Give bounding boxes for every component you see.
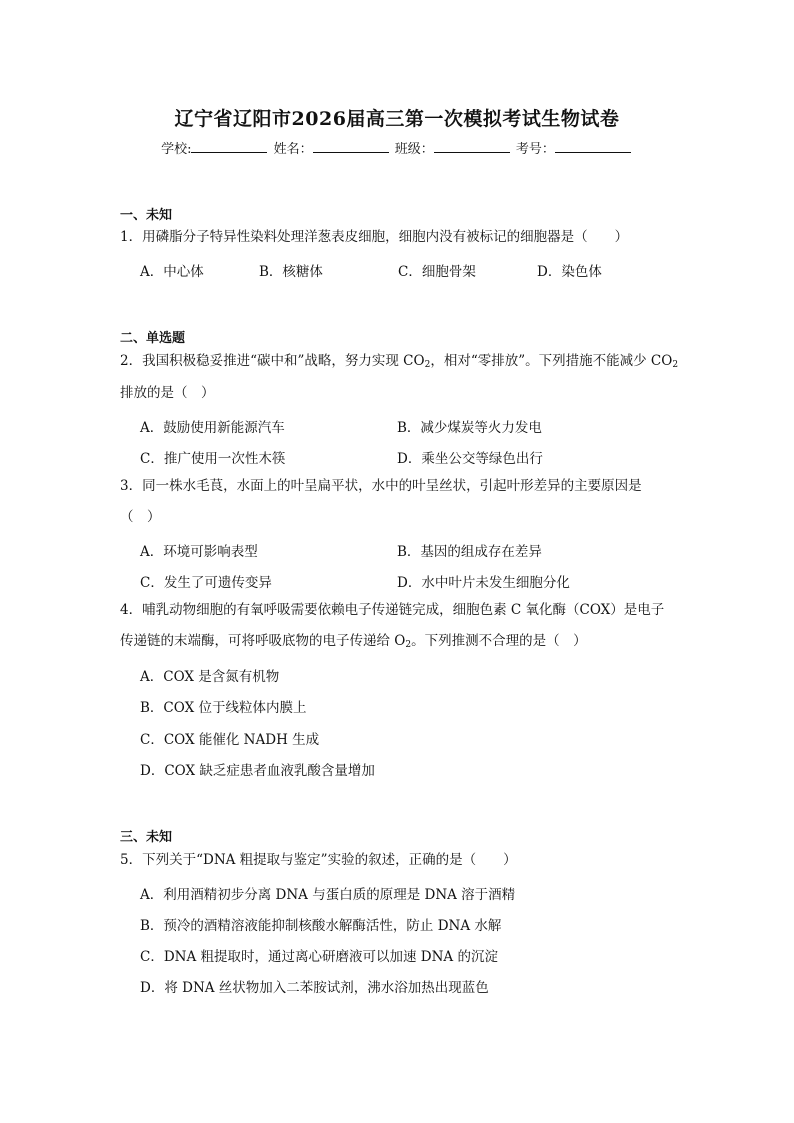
question-4-stem-cont [120,626,680,661]
section-heading: 一、未知 [120,208,173,223]
q4-option-b: B．COX 位于线粒体内膜上 [140,700,307,716]
q2-option-b: B．减少煤炭等火力发电 [397,420,542,436]
q3-option-c: C．发生了可遗传变异 [140,575,272,591]
q4-option-c: C．COX 能催化 NADH 生成 [140,732,320,748]
class-label: 班级： [394,142,434,157]
exam-no-label: 考号： [515,142,555,157]
q4-option-d: D．COX 缺乏症患者血液乳酸含量增加 [140,763,375,779]
q4-stem-part2: 传递链的末端酶，可将呼吸底物的电子传递给 O [120,633,406,649]
q5-option-a: A．利用酒精初步分离 DNA 与蛋白质的原理是 DNA 溶于酒精 [140,887,516,903]
q1-option-c: C．细胞骨架 [398,264,476,280]
q2-stem-part2: ，相对“零排放”。下列措施不能减少 CO [430,353,673,369]
student-info-line [0,138,794,157]
q3-option-d: D．水中叶片未发生细胞分化 [397,575,570,591]
q1-option-b: B．核糖体 [259,264,323,280]
school-blank[interactable] [191,140,267,153]
school-label: 学校: [161,142,192,157]
question-4-stem: 4．哺乳动物细胞的有氧呼吸需要依赖电子传递链完成，细胞色素 C 氧化酶（COX）是电子 [120,602,665,618]
name-blank[interactable] [313,140,389,153]
q5-option-c: C．DNA 粗提取时，通过离心研磨液可以加速 DNA 的沉淀 [140,949,498,965]
q2-option-d: D．乘坐公交等绿色出行 [397,451,543,467]
q4-subscript: 2 [405,640,412,650]
q3-option-b: B．基因的组成存在差异 [397,544,542,560]
q2-option-c: C．推广使用一次性木筷 [140,451,286,467]
class-blank[interactable] [434,140,510,153]
q4-option-a: A．COX 是含氮有机物 [140,669,280,685]
question-5-stem: 5．下列关于“DNA 粗提取与鉴定”实验的叙述，正确的是（ ） [120,852,517,868]
question-2-stem [120,346,680,381]
section-heading: 二、单选题 [120,331,186,346]
q5-option-d: D．将 DNA 丝状物加入二苯胺试剂，沸水浴加热出现蓝色 [140,980,489,996]
question-2-stem-cont: 排放的是（ ） [120,385,215,401]
exam-no-blank[interactable] [555,140,631,153]
q2-subscript: 2 [672,360,679,370]
question-3-stem-cont: （ ） [120,509,161,525]
question-1-stem: 1．用磷脂分子特异性染料处理洋葱表皮细胞，细胞内没有被标记的细胞器是（ ） [120,229,629,245]
page-title: 辽宁省辽阳市2026届高三第一次模拟考试生物试卷 [174,108,620,130]
q3-option-a: A．环境可影响表型 [140,544,258,560]
q1-option-d: D．染色体 [537,264,602,280]
q2-subscript: 2 [424,360,431,370]
q5-option-b: B．预冷的酒精溶液能抑制核酸水解酶活性，防止 DNA 水解 [140,918,502,934]
q2-stem-part1: 2．我国积极稳妥推进“碳中和”战略，努力实现 CO [120,353,425,369]
name-label: 姓名： [273,142,313,157]
q2-option-a: A．鼓励使用新能源汽车 [140,420,285,436]
q1-option-a: A．中心体 [140,264,204,280]
question-3-stem: 3．同一株水毛茛，水面上的叶呈扁平状，水中的叶呈丝状，引起叶形差异的主要原因是 [120,478,642,494]
q4-stem-part3: 。下列推测不合理的是（ ） [411,633,587,649]
section-heading: 三、未知 [120,830,173,845]
